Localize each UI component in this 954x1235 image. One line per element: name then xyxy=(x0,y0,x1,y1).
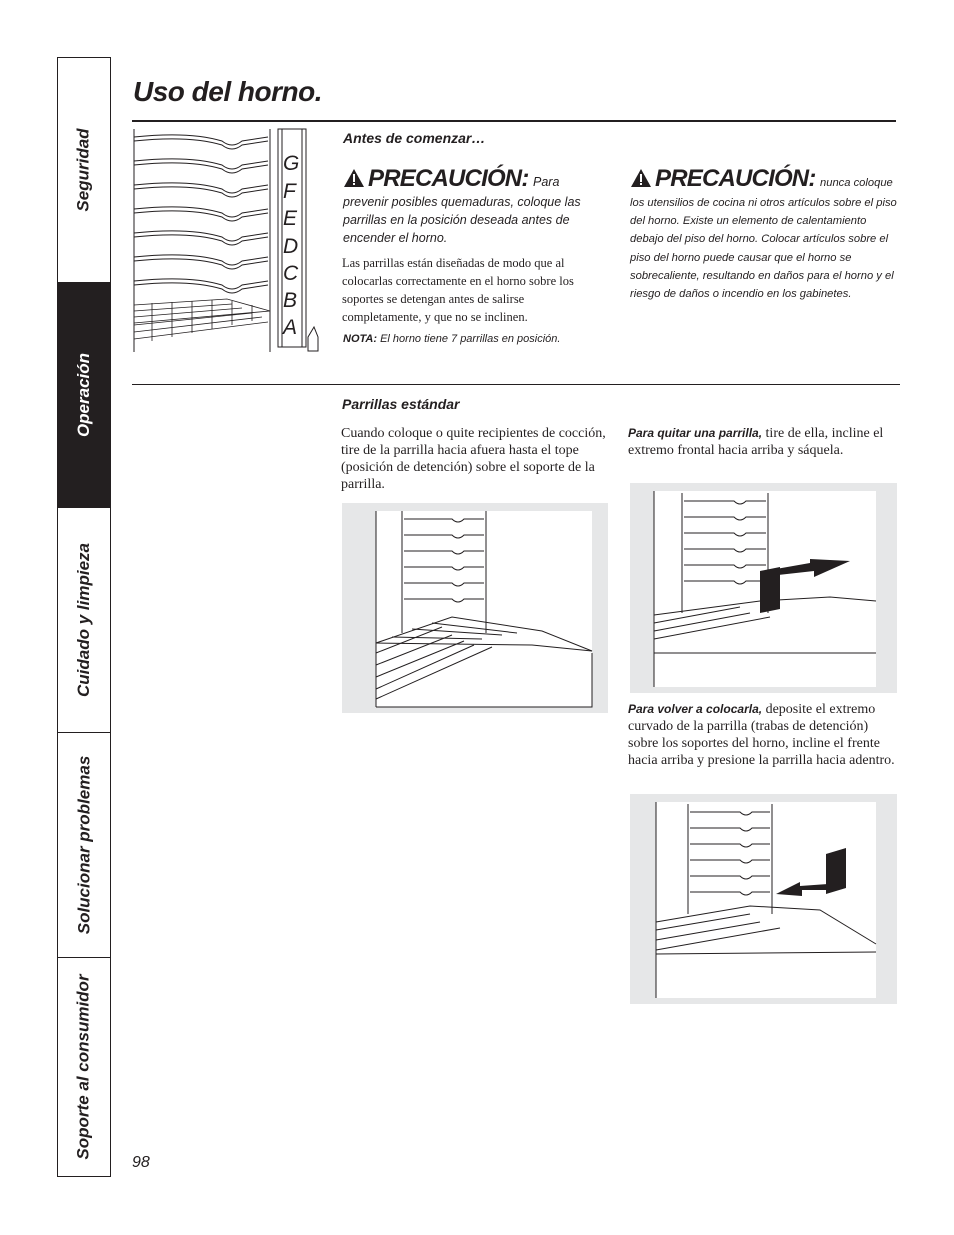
standard-racks-heading: Parrillas estándar xyxy=(342,396,460,412)
remove-rack-instructions: Para quitar una parrilla, tire de ella, incline el extremo frontal hacia arriba y sáquela. xyxy=(628,426,884,458)
tab-seguridad[interactable]: Seguridad xyxy=(58,58,110,283)
title-rule xyxy=(132,120,896,122)
note xyxy=(343,333,560,345)
note-label: NOTA: xyxy=(343,333,378,345)
caution-text: Para prevenir posibles quemaduras, coloque las parrillas en la posición deseada antes de encender el horno. xyxy=(343,175,581,245)
standard-racks-text: Cuando coloque o quite recipientes de cocción, tire de la parrilla hacia afuera hasta el tope (posición de detención) sobre el soporte de la parrilla. xyxy=(341,426,606,492)
rack-letter: D xyxy=(283,235,299,258)
rack-letter: C xyxy=(283,262,299,285)
section-tabs xyxy=(57,57,111,1177)
note-text: El horno tiene 7 parrillas en posición. xyxy=(380,333,561,345)
rack-letter: B xyxy=(283,289,298,312)
caution-text: nunca coloque los utensilios de cocina ni otros artículos sobre el piso del horno. Existe un elemento de calentamiento debajo del piso del horno. Colocar artículos sobre el piso del horno puede causar que el horno se sobrecaliente, resultando en daños para el horno y el riesgo de daños o incendio en los gabinetes. xyxy=(630,177,897,301)
caution-box-1 xyxy=(343,165,605,247)
caution-heading: PRECAUCIÓN: xyxy=(655,165,816,192)
section-rule xyxy=(132,384,900,385)
tab-cuidado-limpieza[interactable]: Cuidado y limpieza xyxy=(58,508,110,733)
before-heading: Antes de comenzar… xyxy=(343,130,486,146)
rack-letter: A xyxy=(283,316,298,339)
rack-letter: G xyxy=(283,152,300,175)
warning-triangle-icon xyxy=(343,168,365,193)
tab-operacion[interactable]: Operación xyxy=(58,283,110,508)
caution-heading: PRECAUCIÓN: xyxy=(368,165,529,192)
remove-rack-figure xyxy=(630,483,897,693)
page-title: Uso del horno. xyxy=(133,76,322,107)
remove-rack-lead: Para quitar una parrilla, xyxy=(628,426,763,440)
replace-rack-instructions: Para volver a colocarla, deposite el extremo curvado de la parrilla (trabas de detención) sobre los soportes del horno, incline el frente hacia arriba y presione la parrilla hacia adentro. xyxy=(628,702,895,768)
tab-solucionar-problemas[interactable]: Solucionar problemas xyxy=(58,733,110,958)
rack-pulled-out-figure xyxy=(342,503,608,713)
tab-soporte-consumidor[interactable]: Soporte al consumidor xyxy=(74,974,94,1160)
replace-rack-figure xyxy=(630,794,897,1004)
rack-letter: F xyxy=(283,180,296,203)
replace-rack-lead: Para volver a colocarla, xyxy=(628,702,763,716)
page-number: 98 xyxy=(132,1154,150,1171)
caution-box-2 xyxy=(630,165,898,302)
warning-triangle-icon xyxy=(630,168,652,193)
racks-description: Las parrillas están diseñadas de modo que al colocarlas correctamente en el horno sobre los soportes se detengan antes de salirse completamente, y que no se inclinen. xyxy=(342,256,574,324)
rack-letter: E xyxy=(283,207,298,230)
